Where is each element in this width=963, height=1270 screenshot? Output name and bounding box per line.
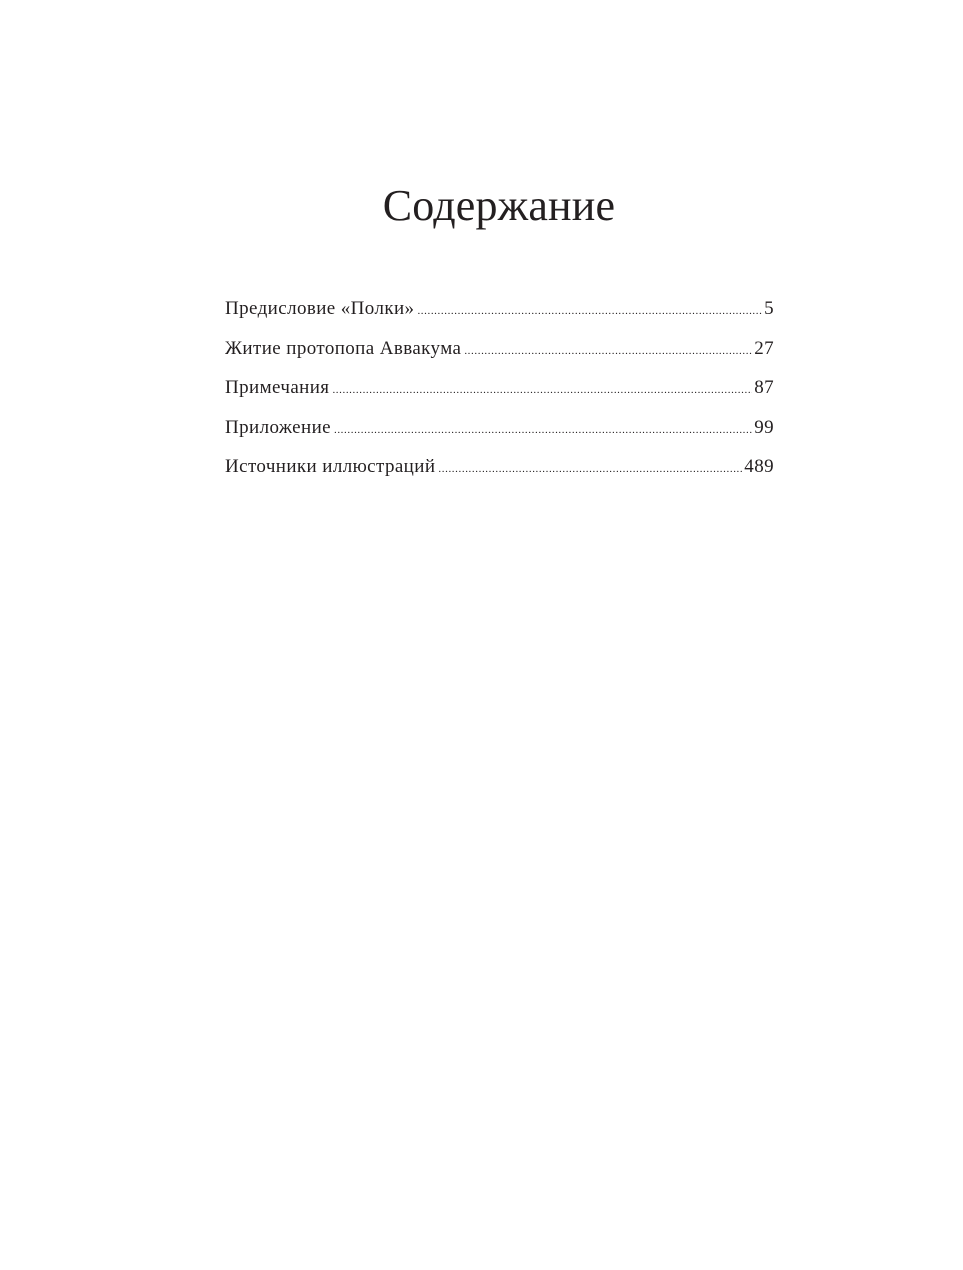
toc-dot-leader bbox=[417, 305, 762, 317]
toc-dot-leader bbox=[332, 384, 752, 396]
toc-page-number: 489 bbox=[744, 456, 774, 477]
toc-page-number: 27 bbox=[754, 337, 774, 359]
toc-entry-label: Примечания bbox=[225, 377, 330, 398]
toc-entry-label: Предисловие «Полки» bbox=[225, 298, 415, 319]
toc-page-number: 5 bbox=[764, 298, 774, 319]
page-title: Содержание bbox=[382, 181, 616, 230]
toc-entry-life-of-avvakum[interactable] bbox=[225, 338, 774, 378]
toc-dot-leader bbox=[334, 424, 752, 436]
toc-entry-label: Источники иллюстраций bbox=[225, 456, 436, 477]
toc-entry-appendix[interactable] bbox=[225, 417, 774, 457]
toc-dot-leader bbox=[438, 463, 742, 475]
toc-entry-label: Приложение bbox=[225, 416, 331, 438]
table-of-contents bbox=[225, 298, 774, 496]
toc-entry-notes[interactable] bbox=[225, 377, 774, 417]
toc-entry-preface[interactable] bbox=[225, 298, 774, 338]
toc-entry-illustration-sources[interactable] bbox=[225, 456, 774, 496]
toc-dot-leader bbox=[464, 345, 752, 357]
toc-page-number: 87 bbox=[754, 377, 774, 398]
toc-page-number: 99 bbox=[754, 416, 774, 438]
toc-entry-label: Житие протопопа Аввакума bbox=[225, 337, 462, 359]
